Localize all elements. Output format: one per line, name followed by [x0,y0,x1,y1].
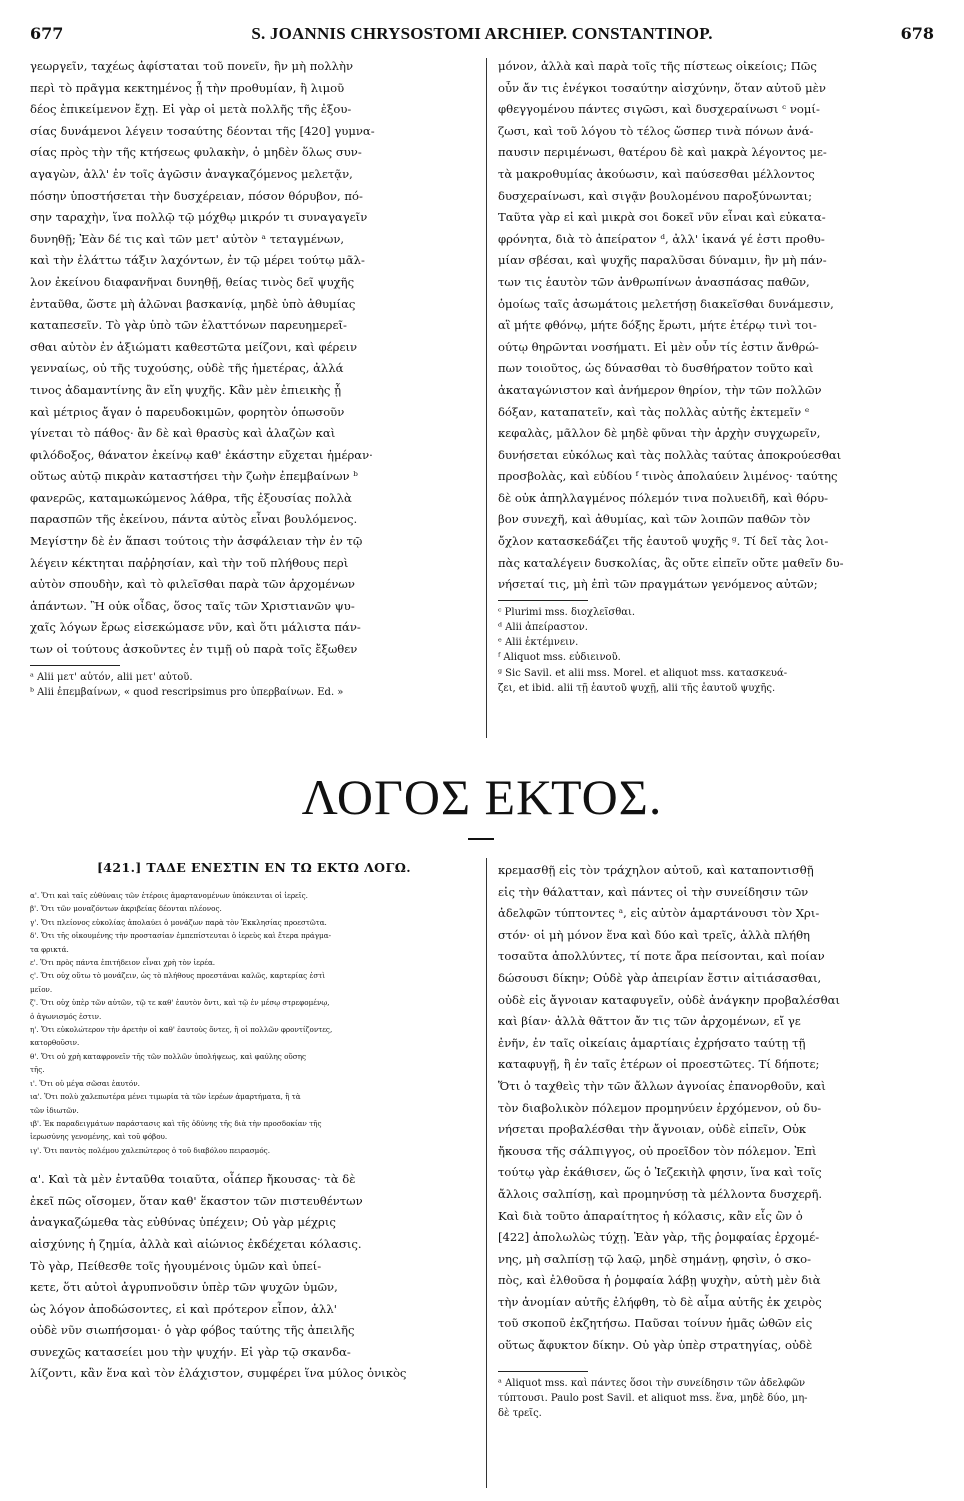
text-line: μίαν σβέσαι, καὶ ψυχῆς παραλῦσαι δύναμιν, ἣν μὴ πάν- [498,253,827,268]
text-line: αἳ μήτε φθόνῳ, μήτε δόξης ἔρωτι, μήτε ἑτέρῳ τινὶ τοι- [498,318,817,333]
bottom-right-footnotes [498,1376,934,1422]
summary-item: η'. Ὅτι εὐκολώτερον τὴν ἀρετὴν οἱ καθ' ἑαυτοὺς ὄντες, ἢ οἱ πολλῶν φροντίζοντες, [30,1025,333,1035]
text-line: φιλόδοξος, θάνατον ἐκείνῳ καθ' ἑκάστην εὔχεται ἡμέραν· [30,447,373,462]
text-line: ἐκεῖ πῶς οἴσομεν, ὅταν καθ' ἕκαστον τῶν πιστευθέντων [30,1193,363,1208]
text-line: τινος ἀδαμαντίνης ἂν εἴη ψυχῆς. Κἂν μὲν ἐπιεικὴς ᾖ [30,382,342,397]
text-line: δόξαν, καταπατεῖν, καὶ τὰς πολλὰς αὐτῆς ἐκτεμεῖν ᵉ [498,404,810,419]
text-line: ὡς λόγον ἀποδώσοντες, εἰ καὶ πρότερον εἶπον, ἀλλ' [30,1301,337,1316]
text-line: παυσιν περιμένωσι, θατέρου δὲ καὶ μακρὰ λέγοντος με- [498,145,827,160]
text-line: Ὅτι ὁ ταχθεὶς τὴν τῶν ἄλλων ἀγνοίας ἐπανορθοῦν, καὶ [498,1078,826,1093]
summary-item: ιγ'. Ὅτι παντὸς πολέμου χαλεπώτερος ὁ τοῦ διαβόλου πειρασμός. [30,1145,270,1155]
text-line: σίας πρὸς τὴν τῆς κτήσεως φυλακὴν, ὁ μηδὲν ὅλως συν- [30,145,362,160]
text-line: καταπεσεῖν. Τὸ γὰρ ὑπὸ τῶν ἐλαττόνων παρευημερεῖ- [30,318,347,333]
text-line: των τις ἑαυτὸν τῶν ἀνθρωπίνων ἀνασπάσας παθῶν, [498,274,810,289]
summary-item: ε'. Ὅτι πρὸς πάντα ἐπιτήδειον εἶναι χρὴ τὸν ἱερέα. [30,958,216,968]
text-line: καταφυγῇ, ἢ ἐν ταῖς ἑτέρων οἱ προεστῶτες. Τί δήποτε; [498,1057,820,1072]
summary-item: ι'. Ὅτι οὐ μέγα σῶσαι ἑαυτόν. [30,1078,140,1088]
summary-item: τῶν ἰδιωτῶν. [30,1105,79,1115]
text-line: προσβολὰς, καὶ εὐδίου ᶠ τινὸς ἀπολαύειν λιμένος· ταύτης [498,469,838,484]
text-line: πων τοιοῦτος, ὡς δύνασθαι τὸ δυσθήρατον τοῦτο καὶ [498,361,814,376]
text-line: δώσουσι δίκην; Οὐδὲ γὰρ ἀπειρίαν ἔστιν αἰτιάσασθαι, [498,970,822,985]
footnote-separator [498,1371,588,1372]
text-line: ἄλλοις σαλπίσῃ, καὶ προμηνύσῃ τὰ μέλλοντα δυσχερῆ. [498,1186,823,1201]
column-divider-top [486,58,487,738]
text-line: συνεχῶς κατασείει μου τὴν ψυχήν. Εἰ γὰρ τῷ σκανδα- [30,1344,351,1359]
text-line: νης, μὴ σαλπίσῃ τῷ λαῷ, μηδὲ σημάνῃ, φησὶν, ὁ σκο- [498,1251,812,1266]
footnote: ᵈ Alii ἀπείραστον. [498,622,588,634]
summary-item: θ'. Ὅτι οὐ χρὴ καταφρονεῖν τῆς τῶν πολλῶν ὑπολήψεως, καὶ φαύλης οὔσης [30,1051,307,1061]
summary-item: ἱερωσύνης γενομένης, καὶ τοῦ φόβου. [30,1132,168,1142]
summary-item: ὁ ἀγωνισμός ἐστιν. [30,1011,102,1021]
footnote-separator [30,665,120,666]
footnote: ᵉ Alii ἐκτέμνειν. [498,637,579,649]
text-line: παρασπῶν τῆς ἐκείνου, πάντα αὐτὸς εἶναι βουλόμενος. [30,512,358,527]
text-line: τὰ μακροθυμίας ἀκούωσιν, καὶ παύσεσθαι μέλλοντος [498,166,815,181]
footnote: ᶠ Aliquot mss. εὐδιεινοῦ. [498,652,621,664]
text-line: [422] ἀπολωλὼς τύχῃ. Ἐὰν γὰρ, τῆς ῥομφαίας ἐρχομέ- [498,1230,820,1245]
text-line: ἤκουσα τῆς σάλπιγγος, οὐ προεῖδον τὸν πόλεμον. Ἐπὶ [498,1143,817,1158]
summary-item: γ'. Ὅτι πλείονος εὐκολίας ἀπολαύει ὁ μονάζων παρὰ τὸν Ἐκκλησίας προεστῶτα. [30,917,327,927]
text-line: κρεμασθῇ εἰς τὸν τράχηλον αὐτοῦ, καὶ καταποντισθῇ [498,863,814,877]
summary-item: β'. Ὅτι τῶν μοναζόντων ἀκριβείας δέονται πλέονος. [30,904,222,914]
footnote: δὲ τρεῖς. [498,1408,542,1420]
text-line: πὰς καταλέγειν δυσκολίας, ἃς οὔτε εἰπεῖν οὔτε μαθεῖν δυ- [498,555,844,570]
text-line: σίας δυνάμενοι λέγειν τοσαύτης δέονται τῆς [420] γυμνα- [30,123,375,138]
summary-item: ια'. Ὅτι πολὺ χαλεπωτέρα μένει τιμωρία τὰ τῶν ἱερέων ἁμαρτήματα, ἢ τὰ [30,1092,301,1102]
text-line: Καὶ διὰ τοῦτο ἀπαραίτητος ἡ κόλασις, κἂν εἷς ὢν ὁ [498,1208,803,1223]
text-line: λέγειν κέκτηται παῤῥησίαν, καὶ τὴν τοῦ πλήθους περὶ [30,555,349,570]
top-right-footnotes [498,605,934,696]
footnote: ᵃ Alii μετ' αὐτόν, alii μετ' αὐτοῦ. [30,671,193,683]
text-line: φανερῶς, καταμωκώμενος λάθρα, τῆς ἐξουσίας πολλὰ [30,490,352,505]
text-line: βον συνεχῆ, καὶ ἀθυμίας, καὶ τῶν λοιπῶν παθῶν τὸν [498,512,811,527]
text-line: δυνηθῇ; Ἐὰν δέ τις καὶ τῶν μετ' αὐτὸν ᵃ τεταγμένων, [30,231,345,246]
top-right-text [498,56,934,596]
bottom-left-column [30,860,478,1486]
text-line: Μεγίστην δὲ ἐν ἅπασι τούτοις τὴν ἀσφάλειαν τὴν ἐν τῷ [30,534,363,549]
text-line: κεφαλὰς, μᾶλλον δὲ μηδὲ φῦναι τὴν ἀρχὴν συγχωρεῖν, [498,426,821,441]
text-line: α'. Καὶ τὰ μὲν ἐνταῦθα τοιαῦτα, οἷάπερ ἤκουσας· τὰ δὲ [30,1172,356,1187]
text-line: τὴν ἀνομίαν αὐτῆς ἐλήφθη, τὸ δὲ αἷμα αὐτῆς ἐκ χειρὸς [498,1294,822,1309]
text-line: ἀναγκαζώμεθα τὰς εὐθύνας ὑπέχειν; Οὐ γὰρ μέχρις [30,1215,336,1230]
page-number-left: 677 [30,24,64,43]
summary-item: ς'. Ὅτι οὐχ οὕτω τὸ μονάζειν, ὡς τὸ πλήθους προεστάναι καλῶς, καρτερίας ἐστὶ [30,971,326,981]
text-line: καὶ βίαν· ἀλλὰ θᾶττον ἄν τις τῶν ἀρχομένων, εἴ γε [498,1014,801,1029]
summary-item: ιβ'. Ἐκ παραδειγμάτων παράστασις καὶ τῆς ὀδύνης τῆς διὰ τὴν προσδοκίαν τῆς [30,1118,322,1128]
text-line: ζωσι, καὶ τοῦ λόγου τὸ τέλος ὥσπερ τινὰ πόνων ἀνά- [498,123,814,138]
title-rule [468,838,494,840]
footnote: τύπτουσι. Paulo post Savil. et aliquot mss. ἕνα, μηδὲ δύο, μη- [498,1392,808,1404]
text-line: ὄχλον κατασκεδάζει τῆς ἑαυτοῦ ψυχῆς ᵍ. Τί δεῖ τὰς λοι- [498,534,829,549]
top-left-text [30,56,478,661]
summary-item: τα φρικτά. [30,944,69,954]
column-divider-bottom [486,858,487,1488]
summary-item: δ'. Ὅτι τῆς οἰκουμένης τὴν προστασίαν ἐμπεπίστευται ὁ ἱερεὺς καὶ ἕτερα πράγμα- [30,931,331,941]
summary-list [30,889,478,1157]
text-line: σην ταραχὴν, ἵνα πολλῷ τῷ μόχθῳ μικρόν τι συναγαγεῖν [30,210,368,225]
footnote: ζει, et ibid. alii τῇ ἑαυτοῦ ψυχῇ, alii τῆς ἑαυτοῦ ψυχῆς. [498,682,776,694]
text-line: δὲ οὐκ ἀπηλλαγμένος πόλεμόν τινα πολυειδῆ, καὶ θόρυ- [498,490,829,505]
text-line: φθεγγομένου πάντες σιγῶσι, καὶ δυσχεραίνωσι ᶜ νομί- [498,102,820,117]
bottom-right-column [498,860,934,1486]
footnote: ᶜ Plurimi mss. διοχλεῖσθαι. [498,606,636,618]
running-title: S. JOANNIS CHRYSOSTOMI ARCHIEP. CONSTANTINOP. [251,24,713,43]
summary-title: [421.] ΤΑΔΕ ΕΝΕΣΤΙΝ ΕΝ ΤΩ ΕΚΤΩ ΛΟΓΩ. [96,860,412,875]
footnote: ᵇ Alii ἐπεμβαίνων, « quod rescripsimus pro ὑπερβαίνων. Ed. » [30,686,344,698]
text-line: πὸς, καὶ ἐλθοῦσα ἡ ῥομφαία λάβῃ ψυχὴν, αὐτὴ μὲν διὰ [498,1273,821,1288]
text-line: οὐδὲ εἰς ἄγνοιαν καταφυγεῖν, οὐδὲ ἀνάγκην προβαλέσθαι [498,992,840,1007]
text-line: δυσχεραίνωσι, καὶ σιγᾷν βουλομένου παροξύνωνται; [498,188,813,203]
page-number-right: 678 [900,24,934,43]
text-line: Ταῦτα γὰρ εἰ καὶ μικρὰ σοι δοκεῖ νῦν εἶναι καὶ εὐκατα- [498,210,826,225]
text-line: οὕτως αὐτῷ πικρὰν καταστήσει τὴν ζωὴν ἐπεμβαίνων ᵇ [30,469,358,484]
page-header [30,24,934,48]
text-line: μόνον, ἀλλὰ καὶ παρὰ τοῖς τῆς πίστεως οἰκείοις; Πῶς [498,59,817,73]
text-line: οὐδὲ νῦν σιωπήσομαι· ὁ γὰρ φόβος ταύτης τῆς ἀπειλῆς [30,1323,355,1338]
text-line: Τὸ γὰρ, Πείθεσθε τοῖς ἡγουμένοις ὑμῶν καὶ ὑπεί- [30,1258,322,1273]
text-line: κετε, ὅτι αὐτοὶ ἀγρυπνοῦσιν ὑπὲρ τῶν ψυχῶν ὑμῶν, [30,1280,338,1295]
text-line: ὁμοίως ταῖς ἀσωμάτοις μελετήσῃ διακεῖσθαι δυνάμεσιν, [498,296,834,311]
text-line: σθαι αὐτὸν ἐν ἀξιώματι καθεστῶτα μείζονι, καὶ φέρειν [30,339,358,354]
text-line: φρόνητα, διὰ τὸ ἀπείρατον ᵈ, ἀλλ' ἱκανά γέ ἐστι προθυ- [498,231,825,246]
summary-item: α'. Ὅτι καὶ ταῖς εὐθύναις τῶν ἑτέροις ἁμαρτανομένων ὑπόκεινται οἱ ἱερεῖς. [30,891,308,900]
text-line: ἀδελφῶν τύπτοντες ᵃ, εἰς αὐτὸν ἁμαρτάνουσι τὸν Χρι- [498,906,820,921]
text-line: λον ἐκείνου διαφανῆναι δυνηθῇ, θείας τινὸς δεῖ ψυχῆς [30,274,355,289]
text-line: των οἱ τούτους ἀσκοῦντες ἐν τιμῇ οὐ παρὰ τοῖς ἔξωθεν [30,642,358,657]
text-line: περὶ τὸ πρᾶγμα κεκτημένος ᾖ τὴν προθυμίαν, ἢ λιμοῦ [30,80,345,95]
text-line: οὕτως ἄφυκτον δίκην. Οὐ γὰρ ὑπὲρ στρατηγίας, οὐδὲ [498,1338,813,1353]
text-line: νήσεταί τις, μὴ ἐπὶ τῶν πραγμάτων γενόμενος αὐτῶν; [498,577,818,592]
text-line: στόν· οἱ μὴ μόνον ἕνα καὶ δύο καὶ τρεῖς, ἀλλὰ πλήθη [498,927,810,942]
footnote-separator [498,600,588,601]
text-line: τοσαῦτα ἀπολλύντες, τί ποτε ἄρα πείσονται, καὶ ποίαν [498,949,825,964]
text-line: καὶ μέτριος ἄγαν ὁ παρευδοκιμῶν, φορητὸν ὁπωσοῦν [30,404,345,419]
text-line: τοῦ σκοποῦ ἐκζητήσω. Παῦσαι τοίνυν ἡμᾶς ὠθῶν εἰς [498,1316,813,1331]
summary-item: κατορθοῦσιν. [30,1038,80,1048]
text-line: ἐνῆν, ἐν ταῖς οἰκείαις ἁμαρτίαις ἐχρήσατο ταύτῃ τῇ [498,1035,806,1050]
text-line: γίνεται τὸ πάθος· ἂν δὲ καὶ θρασὺς καὶ ἀλαζὼν καὶ [30,426,336,441]
text-line: αὐτὸν σπουδὴν, καὶ τὸ φιλεῖσθαι παρὰ τῶν ἀρχομένων [30,577,355,592]
bottom-left-text [30,1169,478,1385]
text-line: γεωργεῖν, ταχέως ἀφίσταται τοῦ πονεῖν, ἣν μὴ πολλὴν [30,59,354,73]
top-left-footnotes [30,670,478,700]
text-line: δυνήσεται εὐκόλως καὶ τὰς πολλὰς ταύτας ἀποκρούεσθαι [498,447,842,462]
text-line: ούτῳ θηρῶνται νοσήματι. Εἰ μὲν οὖν τίς ἐστιν ἄνθρώ- [498,339,819,354]
text-line: καὶ τὴν ἐλάττω τάξιν λαχόντων, ἐν τῷ μέρει τούτῳ μᾶλ- [30,253,365,268]
text-line: γενναίως, οὐ τῆς τυχούσης, οὐδὲ τῆς ἡμετέρας, ἀλλά [30,361,344,376]
text-line: αἰσχύνης ἡ ζημία, ἀλλὰ καὶ αἰώνιος ἐκδέχεται κόλασις. [30,1236,362,1251]
summary-item: ζ'. Ὅτι οὐχ ὑπὲρ τῶν αὐτῶν, τῷ τε καθ' ἑαυτὸν ὄντι, καὶ τῷ ἐν μέσῳ στρεφομένῳ, [30,998,330,1008]
section-title: ΛΟΓΟΣ ΕΚΤΟΣ. [301,769,663,825]
text-line: ἐνταῦθα, ὥστε μὴ ἁλῶναι βασκανίᾳ, μηδὲ ὑπὸ ἀθυμίας [30,296,356,311]
summary-item: τῆς. [30,1065,45,1075]
footnote: ᵃ Aliquot mss. καὶ πάντες ὅσοι τὴν συνείδησιν τῶν ἀδελφῶν [498,1377,806,1389]
text-line: πόσην ὑποστήσεται τὴν δυσχέρειαν, πόσον θόρυβον, πό- [30,188,363,203]
bottom-right-text [498,860,934,1357]
text-line: ἁπάντων. Ἢ οὐκ οἶδας, ὅσος ταῖς τῶν Χριστιανῶν ψυ- [30,598,355,613]
summary-item: μεῖον. [30,984,53,994]
top-right-column [498,56,934,746]
text-line: δέος ἐπικείμενον ἔχῃ. Εἰ γὰρ οἱ μετὰ πολλῆς τῆς ἐξου- [30,102,352,117]
top-left-column [30,56,478,746]
text-line: εἰς τὴν θάλατταν, καὶ πάντες οἱ τὴν συνείδησιν τῶν [498,884,809,899]
text-line: χαῖς λόγων ἔρως εἰσεκώμασε νῦν, καὶ ὅτι μάλιστα πάν- [30,620,361,635]
footnote: ᵍ Sic Savil. et alii mss. Morel. et aliquot mss. κατασκευά- [498,667,788,679]
text-line: τούτῳ γὰρ ἐκάθισεν, ὥς ὁ Ἰεζεκιὴλ φησιν, ἵνα καὶ τοῖς [498,1165,822,1180]
text-line: τὸν διαβολικὸν πόλεμον προμηνύειν ἐρχόμενον, οὐ δυ- [498,1100,822,1115]
text-line: οὖν ἄν τις ἐνέγκοι τοσαύτην αἰσχύνην, ὅταν αὐτοῦ μὲν [498,80,826,95]
text-line: αγαγὼν, ἀλλ' ἐν τοῖς ἀγῶσιν ἀναγκαζόμενος μελετᾷν, [30,166,353,181]
text-line: νήσεται προβαλέσθαι τὴν ἄγνοιαν, οὐδὲ εἰπεῖν, Οὐκ [498,1122,807,1137]
text-line: ἀκαταγώνιστον καὶ ἀνήμερον θηρίον, τὴν τῶν πολλῶν [498,382,822,397]
text-line: λίζοντι, κἂν ἕνα καὶ τὸν ἐλάχιστον, συμφέρει ἵνα μύλος ὀνικὸς [30,1366,407,1381]
